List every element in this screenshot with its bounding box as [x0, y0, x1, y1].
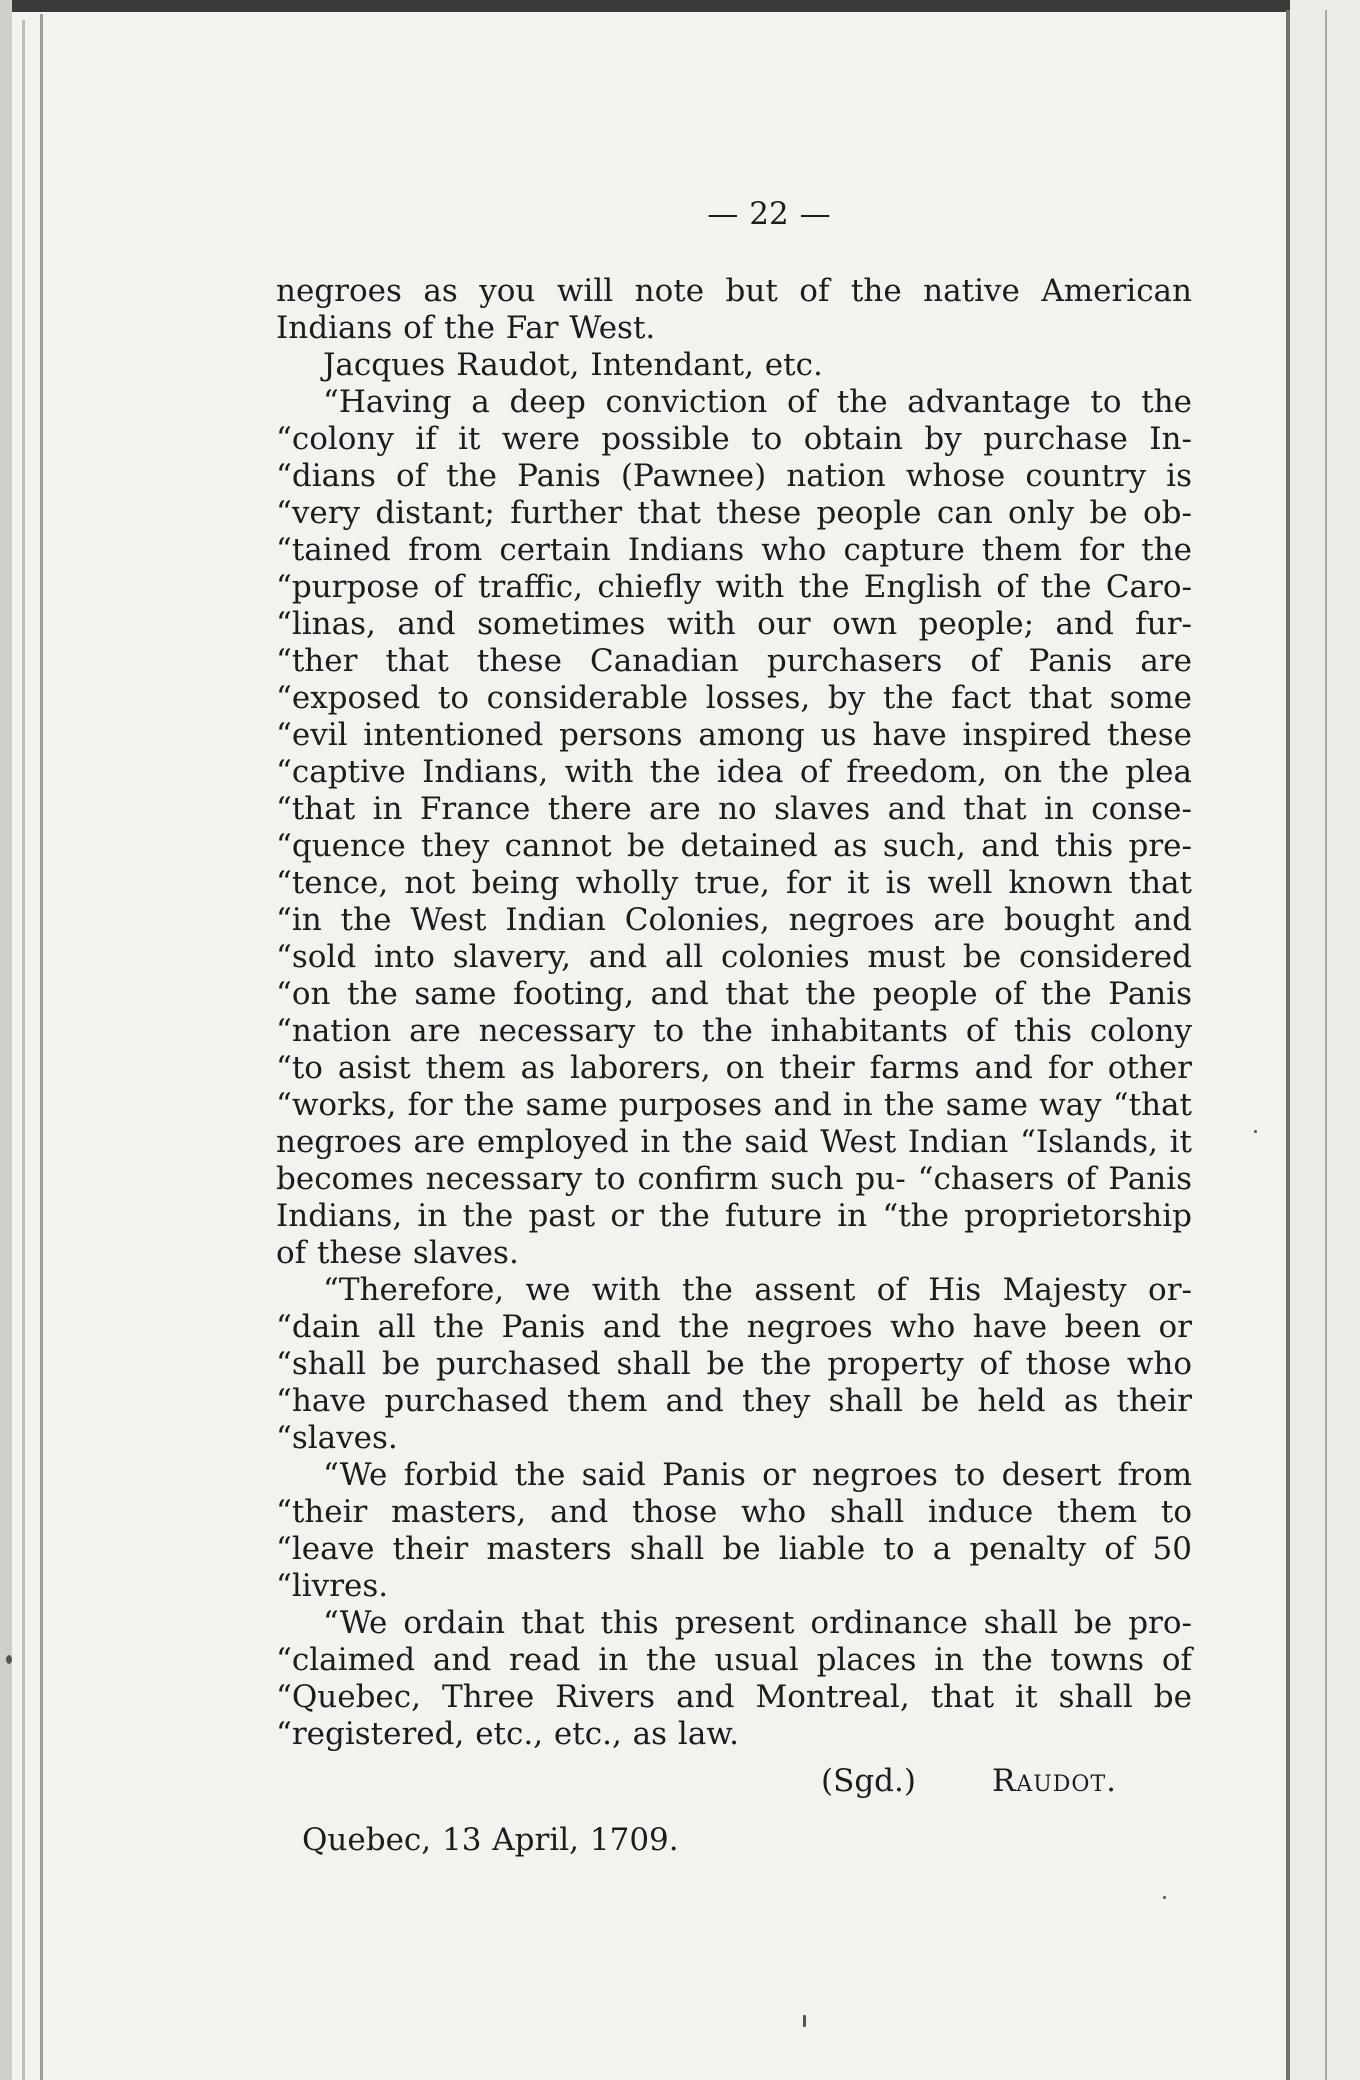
signature-name: Raudot. [992, 1763, 1117, 1799]
scan-speck [803, 2015, 806, 2027]
page-number: — 22 — [707, 196, 831, 232]
signature-line [276, 1763, 1192, 1800]
paragraph-preamble: “Having a deep conviction of the advantage to the “colony if it were possible to obtain by purchase In- “dians of the Panis (Pawnee) nation whose country is “very distant; further that these people can only be ob- “tained from certain Indians who capture them for the “purpose of traffic, chiefly with the English of the Caro- “linas, and sometimes with our own people; and fur- “ther that these Canadian purchasers of Panis are “exposed to considerable losses, by the fact that some “evil intentioned persons among us have inspired these “captive Indians, with the idea of freedom, on the plea “that in France there are no slaves and that in conse- “quence they cannot be detained as such, and this pre- “tence, not being wholly true, for it is well known that “in the West Indian Colonies, negroes are bought and “sold into slavery, and all colonies must be considered “on the same footing, and that the people of the Panis “nation are necessary to the inhabitants of this colony “to asist them as laborers, on their farms and for other “works, for the same purposes and in the same way “that negroes are employed in the said West Indian “Islands, it becomes necessary to confirm such pu- “chasers of Panis Indians, in the past or the future in “the proprietorship of these slaves. [276, 384, 1192, 1271]
scan-speck [1163, 1896, 1166, 1899]
scan-speck [1254, 1130, 1257, 1133]
next-page-edge [1325, 10, 1327, 2080]
paragraph-ordinance: “Therefore, we with the assent of His Majesty or- “dain all the Panis and the negroes who have been or “shall be purchased shall be the property of those who “have purchased them and they shall be held as their “slaves. [276, 1272, 1192, 1456]
paragraph-intro: negroes as you will note but of the native American Indians of the Far West. [276, 273, 1192, 346]
scan-top-border [0, 0, 1360, 12]
paragraph-proclamation: “We ordain that this present ordinance shall be pro- “claimed and read in the usual places in the towns of “Quebec, Three Rivers and Montreal, that it shall be “registered, etc., etc., as law. [276, 1605, 1192, 1752]
scan-left-border [0, 0, 12, 2080]
scan-speck [6, 1655, 12, 1664]
paragraph-prohibition: “We forbid the said Panis or negroes to desert from “their masters, and those who shall induce them to “leave their masters shall be liable to a penalty of 50 “livres. [276, 1457, 1192, 1604]
signature-prefix: (Sgd.) [821, 1763, 916, 1799]
page-stack-edge [22, 20, 25, 2080]
paragraph-author: Jacques Raudot, Intendant, etc. [323, 347, 823, 383]
page-stack-edge [40, 14, 43, 2080]
document-body [276, 196, 1192, 1859]
dateline: Quebec, 13 April, 1709. [302, 1822, 679, 1858]
